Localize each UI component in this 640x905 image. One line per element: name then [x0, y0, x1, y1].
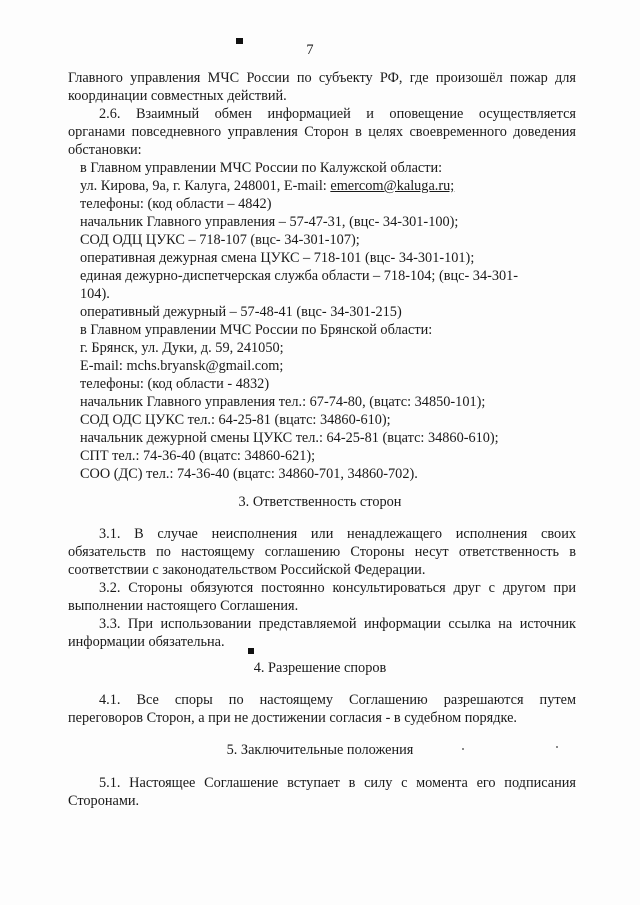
para-3-3-line-2: информации обязательна. — [68, 634, 225, 650]
kaluga-phones: телефоны: (код области – 4842) — [80, 196, 272, 212]
kaluga-edds-line-1: единая дежурно-диспетчерская служба области – 718-104; (вцс- 34-301- — [80, 268, 519, 284]
section-5-title: 5. Заключительные положения — [226, 742, 414, 758]
para-2-6-line-2: органами повседневного управления Сторон в целях своевременного доведения — [68, 124, 576, 140]
bryansk-address: г. Брянск, ул. Дуки, д. 59, 241050; — [80, 340, 284, 356]
para-3-2-line-2: выполнении настоящего Соглашения. — [68, 598, 299, 614]
para-3-1-line-3: соответствии с законодательством Российской Федерации. — [68, 562, 426, 578]
kaluga-sod: СОД ОДЦ ЦУКС – 718-107 (вцс- 34-301-107); — [80, 232, 360, 248]
bryansk-shift: начальник дежурной смены ЦУКС тел.: 64-25-81 (вцатс: 34860-610); — [80, 430, 499, 446]
para-2-6-line-3: обстановки: — [68, 142, 142, 158]
page-number: 7 — [306, 42, 314, 58]
section-3-title: 3. Ответственность сторон — [238, 494, 402, 510]
section-4-title: 4. Разрешение споров — [253, 660, 387, 676]
bryansk-chief: начальник Главного управления тел.: 67-74-80, (вцатс: 34850-101); — [80, 394, 486, 410]
kaluga-heading: в Главном управлении МЧС России по Калужской области: — [80, 160, 443, 176]
kaluga-address-text: ул. Кирова, 9а, г. Калуга, 248001, E-mail: — [80, 178, 331, 194]
scan-speck — [236, 38, 243, 44]
para-2-5-line-2: координации совместных действий. — [68, 88, 287, 104]
kaluga-duty: оперативный дежурный – 57-48-41 (вцс- 34-301-215) — [80, 304, 402, 320]
para-2-5-line-1: Главного управления МЧС России по субъекту РФ, где произошёл пожар для — [68, 70, 576, 86]
bryansk-email: E-mail: mchs.bryansk@gmail.com; — [80, 358, 284, 374]
bryansk-phones: телефоны: (код области - 4832) — [80, 376, 270, 392]
para-4-1-line-1: 4.1. Все споры по настоящему Соглашению разрешаются путем — [99, 692, 576, 708]
scan-dot — [556, 746, 558, 748]
para-3-2-line-1: 3.2. Стороны обязуются постоянно консультироваться друг с другом при — [99, 580, 576, 596]
para-3-1-line-1: 3.1. В случае неисполнения или ненадлежащего исполнения своих — [99, 526, 576, 542]
bryansk-heading: в Главном управлении МЧС России по Брянской области: — [80, 322, 433, 338]
kaluga-chief: начальник Главного управления – 57-47-31, (вцс- 34-301-100); — [80, 214, 459, 230]
scan-dot — [462, 748, 464, 750]
para-3-3-line-1: 3.3. При использовании представляемой информации ссылка на источник — [99, 616, 576, 632]
bryansk-sod: СОД ОДС ЦУКС тел.: 64-25-81 (вцатс: 34860-610); — [80, 412, 391, 428]
kaluga-email-link[interactable]: emercom@kaluga.ru; — [330, 178, 455, 194]
kaluga-edds-line-2: 104). — [80, 286, 110, 302]
scan-speck — [248, 648, 254, 654]
para-5-1-line-1: 5.1. Настоящее Соглашение вступает в силу с момента его подписания — [99, 775, 576, 791]
para-3-1-line-2: обязательств по настоящему соглашению Стороны несут ответственность в — [68, 544, 576, 560]
kaluga-shift: оперативная дежурная смена ЦУКС – 718-101 (вцс- 34-301-101); — [80, 250, 475, 266]
bryansk-soo: СОО (ДС) тел.: 74-36-40 (вцатс: 34860-701, 34860-702). — [80, 466, 418, 482]
para-5-1-line-2: Сторонами. — [68, 793, 140, 809]
para-4-1-line-2: переговоров Сторон, а при не достижении согласия - в судебном порядке. — [68, 710, 517, 726]
bryansk-spt: СПТ тел.: 74-36-40 (вцатс: 34860-621); — [80, 448, 316, 464]
kaluga-address — [80, 178, 454, 195]
para-2-6-line-1: 2.6. Взаимный обмен информацией и оповещение осуществляется — [99, 106, 576, 122]
